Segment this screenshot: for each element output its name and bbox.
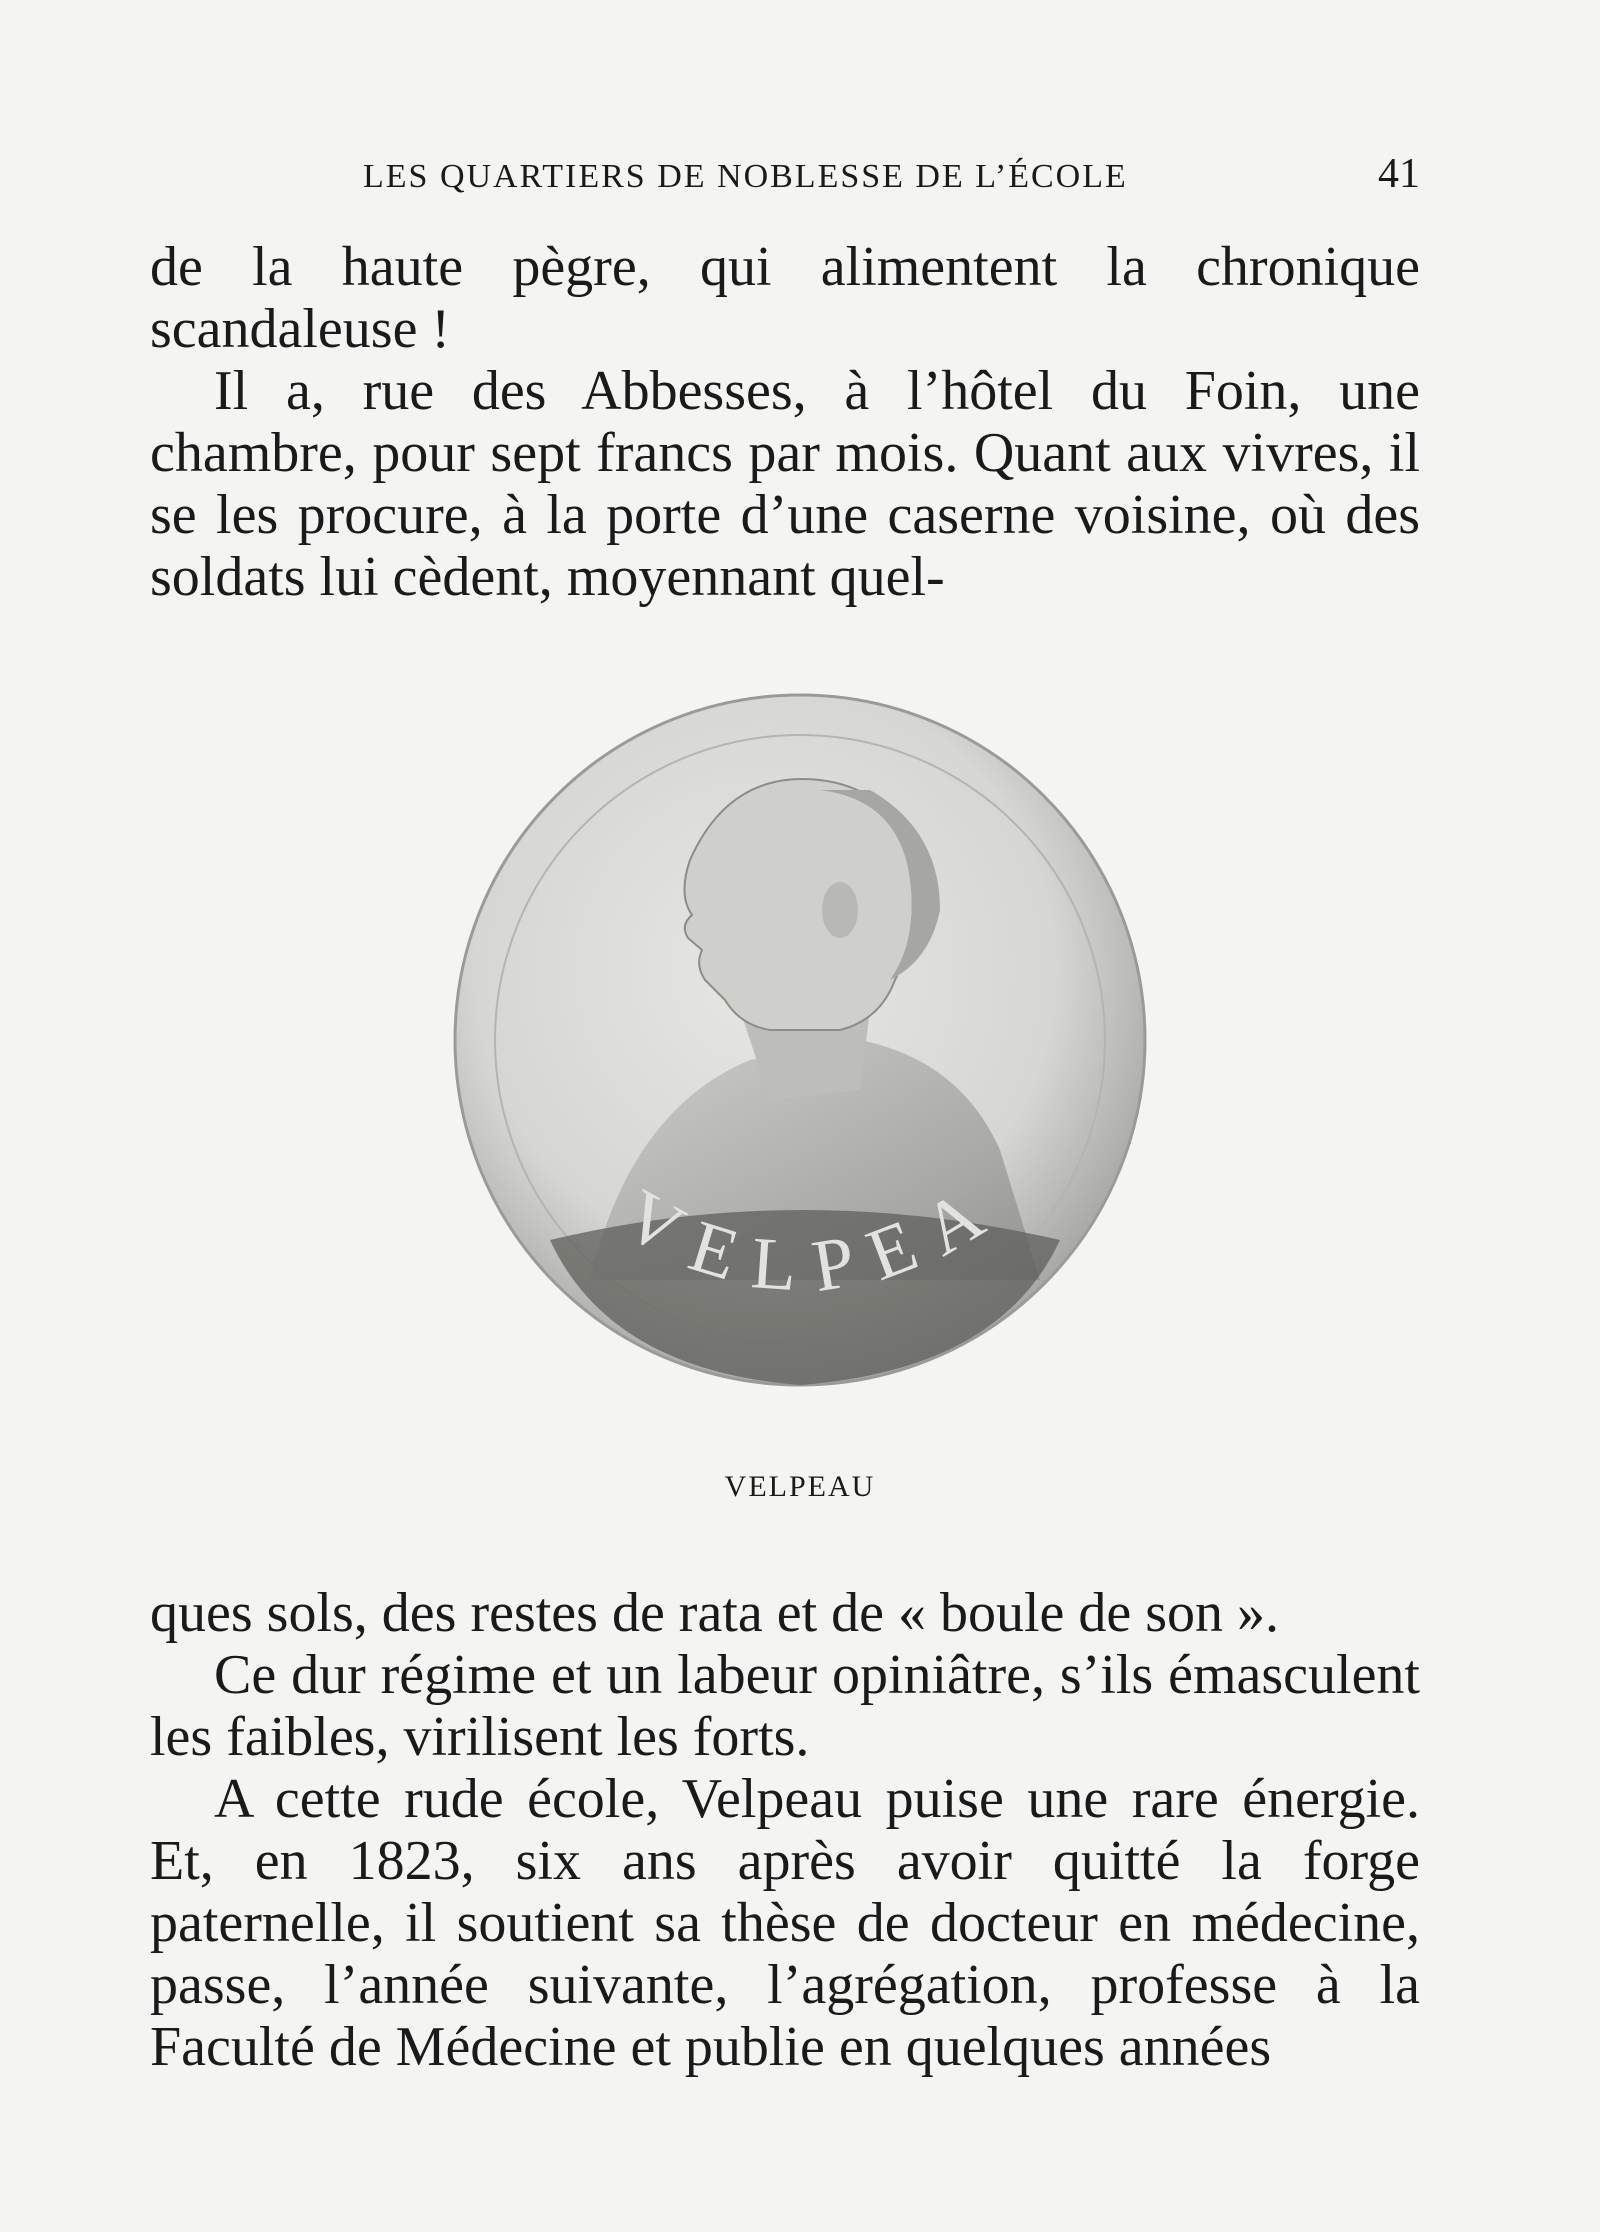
running-head (150, 150, 1420, 198)
paragraph: de la haute pègre, qui alimentent la chronique scandaleuse ! (150, 236, 1420, 360)
paragraph: Il a, rue des Abbesses, à l’hôtel du Foin, une chambre, pour sept francs par mois. Quant aux vivres, il se les procure, à la porte d’une caserne voisine, où des soldats lui cèdent, moyennant quel- (150, 360, 1420, 608)
paragraph: ques sols, des restes de rata et de « boule de son ». (150, 1582, 1280, 1644)
velpeau-medallion-image (440, 680, 1160, 1400)
bust-ear (822, 882, 858, 938)
figure-caption: VELPEAU (724, 1470, 876, 1503)
text-block-bottom (150, 1582, 1420, 2078)
running-head-title: LES QUARTIERS DE NOBLESSE DE L’ÉCOLE (363, 158, 1128, 195)
medallion-illustration (440, 680, 1160, 1400)
bust-head (684, 779, 912, 1030)
text-block-top (150, 236, 1420, 608)
paragraph: A cette rude école, Velpeau puise une rare énergie. Et, en 1823, six ans après avoir quitté la forge paternelle, il soutient sa thèse de docteur en médecine, passe, l’année suivante, l’agrégation, professe à la Faculté de Médecine et publie en quelques années (150, 1768, 1420, 2078)
medallion-inscription: VELPEA (610, 1162, 1017, 1309)
page-number: 41 (1378, 151, 1420, 197)
paragraph: Ce dur régime et un labeur opiniâtre, s’ils émasculent les faibles, virilisent les forts. (150, 1644, 1420, 1768)
